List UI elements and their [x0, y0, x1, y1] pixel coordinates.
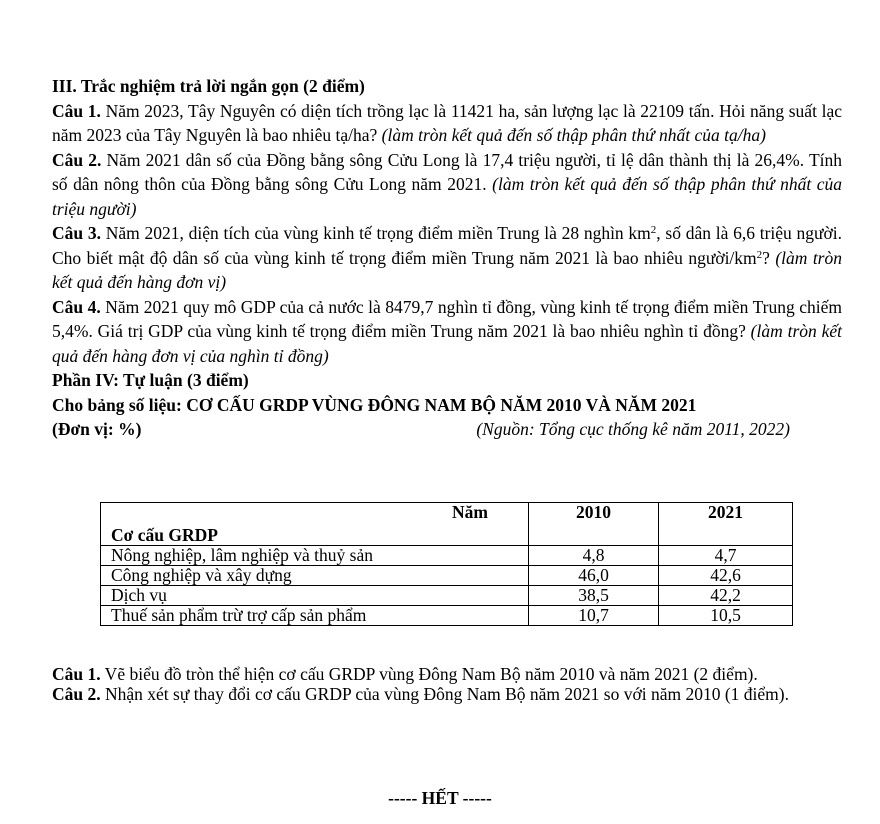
- table-header-row: [101, 503, 793, 546]
- row-label: Dịch vụ: [101, 586, 529, 606]
- table-corner-cell: [101, 503, 529, 546]
- question-label: Câu 2.: [52, 684, 101, 704]
- row-value: 42,6: [659, 566, 793, 586]
- section-3-heading: III. Trắc nghiệm trả lời ngắn gọn (2 điểm): [52, 76, 365, 96]
- question-note: (làm tròn kết quả đến số thập phân thứ nhất của triệu người): [52, 174, 843, 219]
- section-3: [52, 74, 842, 441]
- question-note: (làm tròn kết quả đến hàng đơn vị của nghìn tỉ đồng): [52, 321, 842, 366]
- question-2: [52, 148, 842, 222]
- question-4: [52, 295, 842, 369]
- essay-question-2: [52, 684, 812, 704]
- row-value: 42,2: [659, 586, 793, 606]
- row-label: Thuế sản phẩm trừ trợ cấp sản phẩm: [101, 606, 529, 626]
- superscript: 2: [650, 224, 657, 236]
- question-note: (làm tròn kết quả đến số thập phân thứ nhất của tạ/ha): [381, 125, 766, 145]
- question-label: Câu 2.: [52, 149, 102, 170]
- source-label: (Nguồn: Tổng cục thống kê năm 2011, 2022): [476, 419, 790, 439]
- year-header: 2021: [659, 503, 793, 546]
- essay-question-1: [52, 664, 812, 684]
- question-label: Câu 1.: [52, 100, 101, 121]
- question-text: Năm 2021 quy mô GDP của cả nước là 8479,7 nghìn tỉ đồng, vùng kinh tế trọng điểm miền Trung chiếm 5,4%. Giá trị GDP của vùng kinh tế trọng điểm miền Trung năm 2021 là bao nhiêu nghìn tỉ đồng?: [52, 296, 842, 341]
- table-row: [101, 586, 793, 606]
- row-value: 46,0: [529, 566, 659, 586]
- question-text: Năm 2023, Tây Nguyên có diện tích trồng lạc là 11421 ha, sản lượng lạc là 22109 tấn. Hỏi năng suất lạc năm 2023 của Tây Nguyên là bao nhiêu tạ/ha?: [52, 100, 842, 145]
- section-4-questions: [52, 664, 812, 704]
- year-header: 2010: [529, 503, 659, 546]
- question-1: [52, 99, 842, 148]
- question-note: (làm tròn kết quả đến hàng đơn vị): [52, 247, 842, 292]
- row-value: 10,5: [659, 606, 793, 626]
- row-label: Nông nghiệp, lâm nghiệp và thuỷ sản: [101, 546, 529, 566]
- question-3: [52, 221, 842, 295]
- row-value: 4,7: [659, 546, 793, 566]
- question-label: Câu 1.: [52, 664, 101, 684]
- question-text: ?: [762, 247, 776, 268]
- row-label: Công nghiệp và xây dựng: [101, 566, 529, 586]
- unit-label: (Đơn vị: %): [52, 419, 142, 439]
- row-value: 10,7: [529, 606, 659, 626]
- question-text: Vẽ biểu đồ tròn thể hiện cơ cấu GRDP vùng Đông Nam Bộ năm 2010 và năm 2021 (2 điểm).: [100, 664, 758, 684]
- section-4-heading: Phần IV: Tự luận (3 điểm): [52, 370, 249, 390]
- question-text: , số dân là 6,6 triệu người. Cho biết mật độ dân số của vùng kinh tế trọng điểm miền Trung năm 2021 là bao nhiêu người/km: [52, 223, 843, 268]
- grdp-table: [100, 502, 793, 626]
- end-marker: ----- HẾT -----: [388, 788, 492, 808]
- question-text: Năm 2021, diện tích của vùng kinh tế trọng điểm miền Trung là 28 nghìn km: [101, 223, 651, 243]
- table-row: [101, 606, 793, 626]
- superscript: 2: [756, 248, 763, 261]
- question-label: Câu 3.: [52, 223, 101, 243]
- row-value: 4,8: [529, 546, 659, 566]
- question-text: Năm 2021 dân số của Đồng bằng sông Cửu Long là 17,4 triệu người, tỉ lệ dân thành thị là 26,4%. Tính số dân nông thôn của Đồng bằng sông Cửu Long năm 2021.: [52, 149, 842, 194]
- row-value: 38,5: [529, 586, 659, 606]
- question-text: Nhận xét sự thay đổi cơ cấu GRDP của vùng Đông Nam Bộ năm 2021 so với năm 2010 (1 điểm).: [100, 684, 789, 704]
- corner-row-label: Cơ cấu GRDP: [111, 525, 218, 545]
- table-row: [101, 546, 793, 566]
- unit-source-line: [52, 417, 842, 441]
- table-title: Cho bảng số liệu: CƠ CẤU GRDP VÙNG ĐÔNG NAM BỘ NĂM 2010 VÀ NĂM 2021: [52, 394, 697, 415]
- corner-year-label: Năm: [452, 502, 488, 522]
- question-label: Câu 4.: [52, 296, 101, 317]
- table-row: [101, 566, 793, 586]
